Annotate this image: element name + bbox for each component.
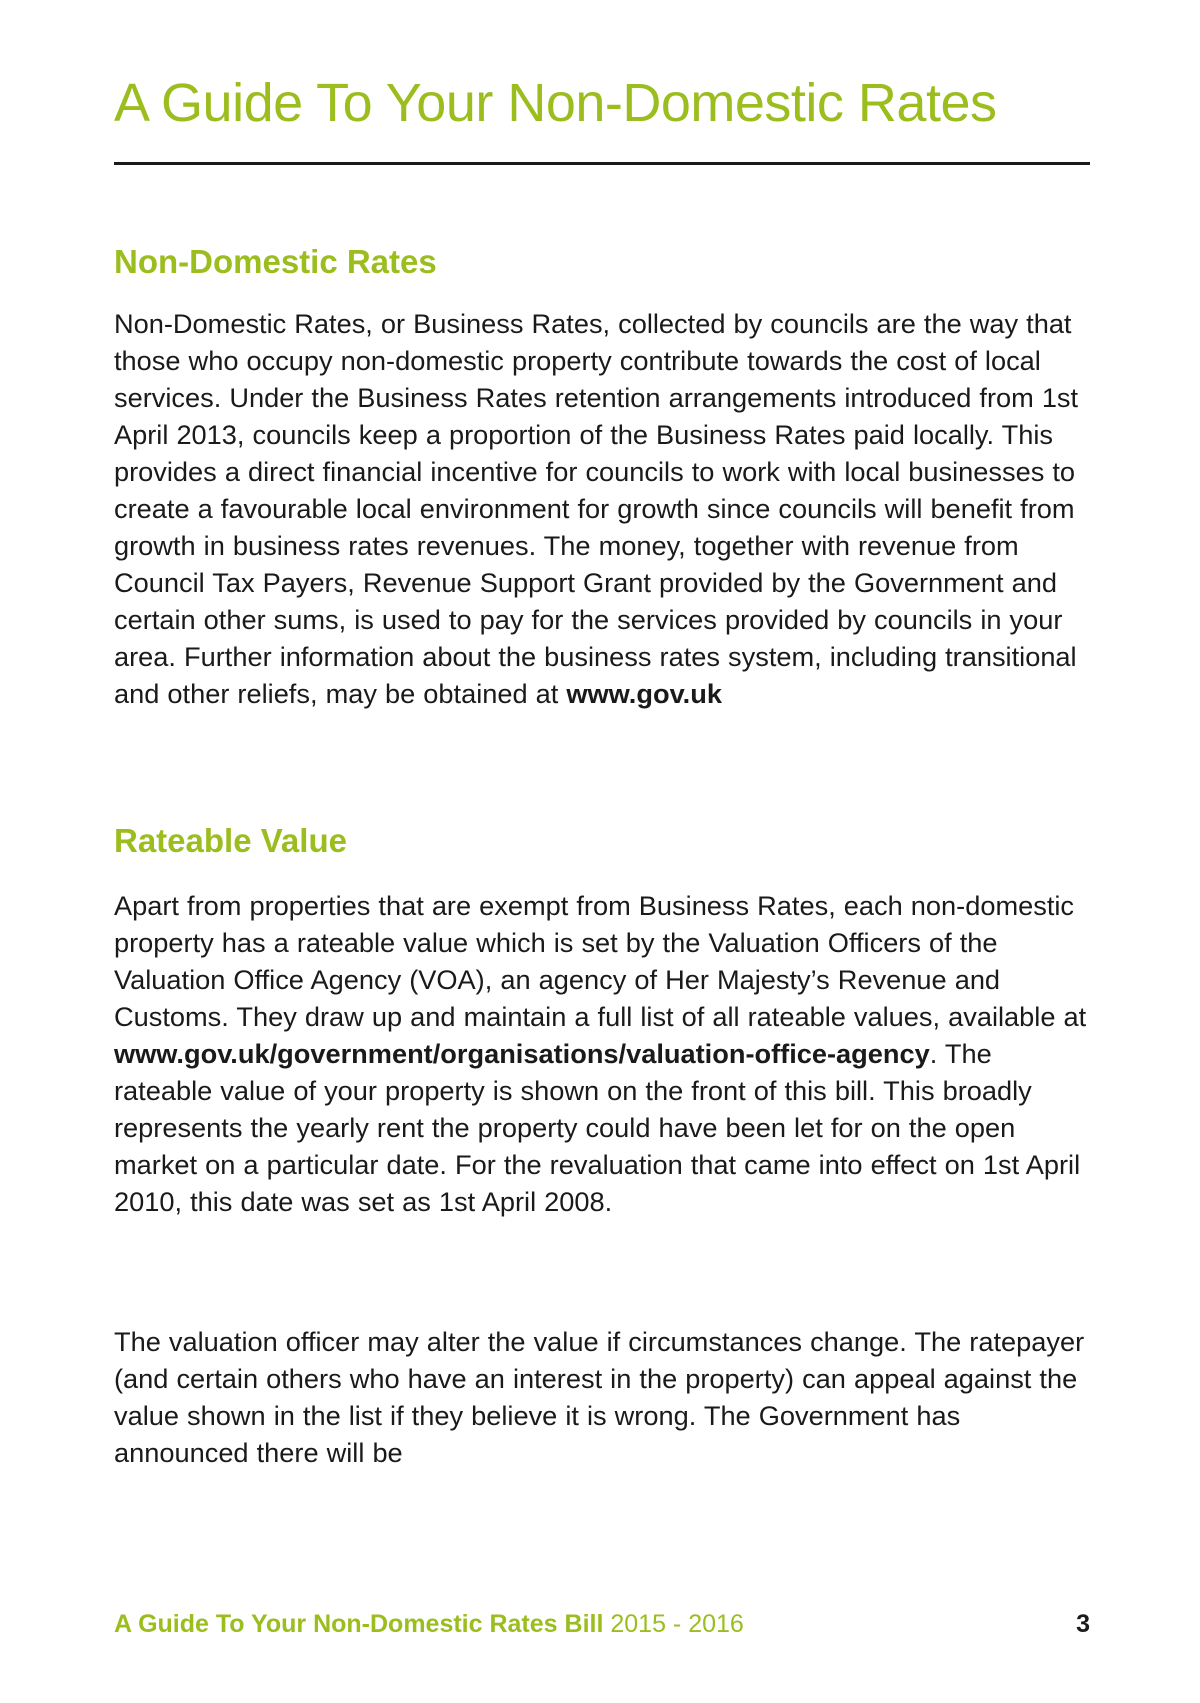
page-title: A Guide To Your Non-Domestic Rates (114, 73, 997, 133)
section-heading-rateable-value: Rateable Value (114, 822, 347, 859)
paragraph-text-after-link: . The rateable value of your property is shown on the front of this bill. This broadly represents the yearly rent the property could have been let for on the open market on a particular date. For the revaluation that came into effect on 1st April 2010, this date was set as 1st April 2008. (114, 1038, 1081, 1217)
title-divider (114, 162, 1090, 165)
footer-title (114, 1610, 744, 1639)
footer-year: 2015 - 2016 (610, 1610, 744, 1638)
paragraph-valuation-officer: The valuation officer may alter the value if circumstances change. The ratepayer (and certain others who have an interest in the property) can appeal against the value shown in the list if they believe it is wrong. The Government has announced there will be (114, 1326, 1085, 1468)
page-number: 3 (1076, 1610, 1090, 1638)
paragraph-rateable-value (114, 887, 1090, 1220)
document-page (114, 0, 1090, 1703)
paragraph-text: Non-Domestic Rates, or Business Rates, collected by councils are the way that those who occupy non-domestic property contribute towards the cost of local services. Under the Business Rates retention arrangements introduced from 1st April 2013, councils keep a proportion of the Business Rates paid locally. This provides a direct financial incentive for councils to work with local businesses to create a favourable local environment for growth since councils will benefit from growth in business rates revenues. The money, together with revenue from Council Tax Payers, Revenue Support Grant provided by the Government and certain other sums, is used to pay for the services provided by councils in your area. Further information about the business rates system, including transitional and other reliefs, may be obtained at (114, 308, 1079, 709)
page-footer (114, 1610, 1090, 1642)
paragraph-text-before-link: Apart from properties that are exempt from Business Rates, each non-domestic property has a rateable value which is set by the Valuation Officers of the Valuation Office Agency (VOA), an agency of Her Majesty’s Revenue and Customs. They draw up and maintain a full list of all rateable values, available at (114, 890, 1087, 1032)
section-heading-non-domestic-rates: Non-Domestic Rates (114, 243, 437, 280)
gov-uk-link[interactable]: www.gov.uk (566, 678, 722, 709)
footer-guide-title: A Guide To Your Non-Domestic Rates Bill (114, 1610, 604, 1638)
paragraph-non-domestic-rates (114, 305, 1090, 712)
voa-link[interactable]: www.gov.uk/government/organisations/valuation-office-agency (114, 1038, 930, 1069)
